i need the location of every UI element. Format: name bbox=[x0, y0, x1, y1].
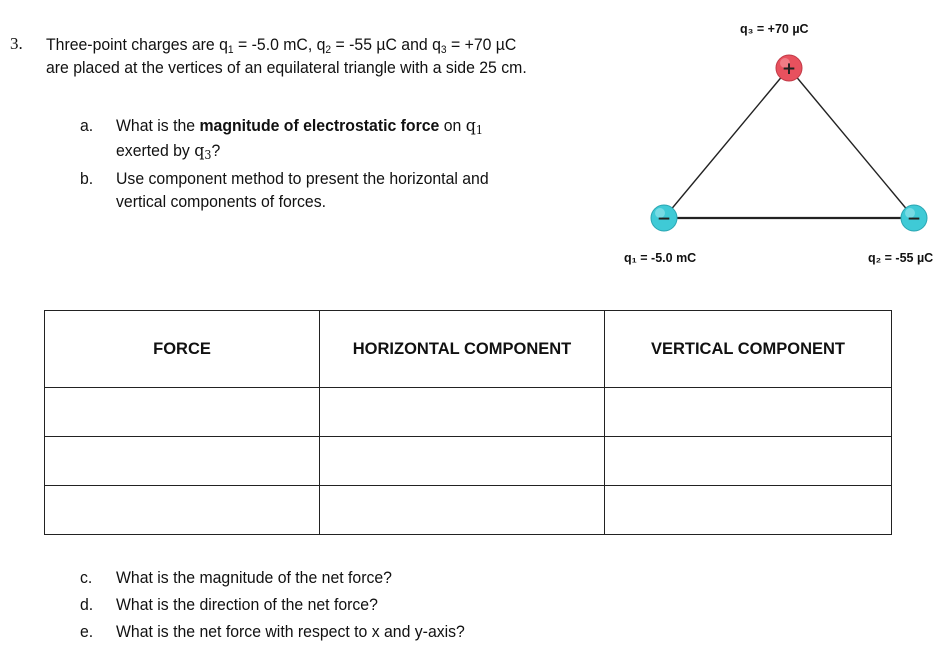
table-row bbox=[45, 388, 892, 437]
table-header-row bbox=[45, 311, 892, 388]
problem-number: 3. bbox=[10, 34, 23, 53]
question-c-text: What is the magnitude of the net force? bbox=[116, 568, 392, 587]
svg-text:+: + bbox=[781, 59, 797, 79]
table-row bbox=[45, 437, 892, 486]
negative-charge-q2 bbox=[901, 205, 927, 231]
question-a-letter: a. bbox=[80, 116, 94, 135]
question-a-line2: exerted by q3? bbox=[116, 141, 221, 162]
header-vertical-component: VERTICAL COMPONENT bbox=[605, 311, 892, 388]
header-horizontal-component: HORIZONTAL COMPONENT bbox=[320, 311, 605, 388]
question-d-letter: d. bbox=[80, 595, 94, 614]
table-cell[interactable] bbox=[320, 437, 605, 486]
positive-charge-q3 bbox=[776, 55, 802, 81]
table-cell[interactable] bbox=[320, 388, 605, 437]
question-b-line1: Use component method to present the horizontal and bbox=[116, 169, 489, 188]
force-components-table bbox=[44, 310, 892, 535]
problem-statement-line2: are placed at the vertices of an equilateral triangle with a side 25 cm. bbox=[46, 58, 527, 77]
svg-text:−: − bbox=[906, 209, 922, 229]
table-cell[interactable] bbox=[605, 388, 892, 437]
q2-label: q₂ = -55 µC bbox=[868, 251, 934, 265]
table-cell[interactable] bbox=[605, 486, 892, 535]
question-a-line1: What is the magnitude of electrostatic force on q1 bbox=[116, 116, 483, 137]
charge-triangle-diagram bbox=[600, 0, 948, 280]
table-cell[interactable] bbox=[605, 437, 892, 486]
question-b-line2: vertical components of forces. bbox=[116, 192, 327, 211]
question-b-letter: b. bbox=[80, 169, 94, 188]
triangle-side-right bbox=[789, 68, 914, 218]
svg-text:−: − bbox=[656, 209, 672, 229]
table-cell[interactable] bbox=[320, 486, 605, 535]
table-cell[interactable] bbox=[45, 437, 320, 486]
question-c-letter: c. bbox=[80, 568, 93, 587]
q1-label: q₁ = -5.0 mC bbox=[624, 251, 697, 265]
question-d-text: What is the direction of the net force? bbox=[116, 595, 378, 614]
table-cell[interactable] bbox=[45, 388, 320, 437]
negative-charge-q1 bbox=[651, 205, 677, 231]
triangle-side-left bbox=[664, 68, 789, 218]
problem-statement-line1: Three-point charges are q1 = -5.0 mC, q2 = -55 µC and q3 = +70 µC bbox=[46, 35, 517, 56]
question-e-letter: e. bbox=[80, 622, 94, 641]
table-row bbox=[45, 486, 892, 535]
header-force: FORCE bbox=[45, 311, 320, 388]
question-e-text: What is the net force with respect to x and y-axis? bbox=[116, 622, 465, 641]
table-cell[interactable] bbox=[45, 486, 320, 535]
q3-label: q₃ = +70 µC bbox=[740, 22, 809, 36]
